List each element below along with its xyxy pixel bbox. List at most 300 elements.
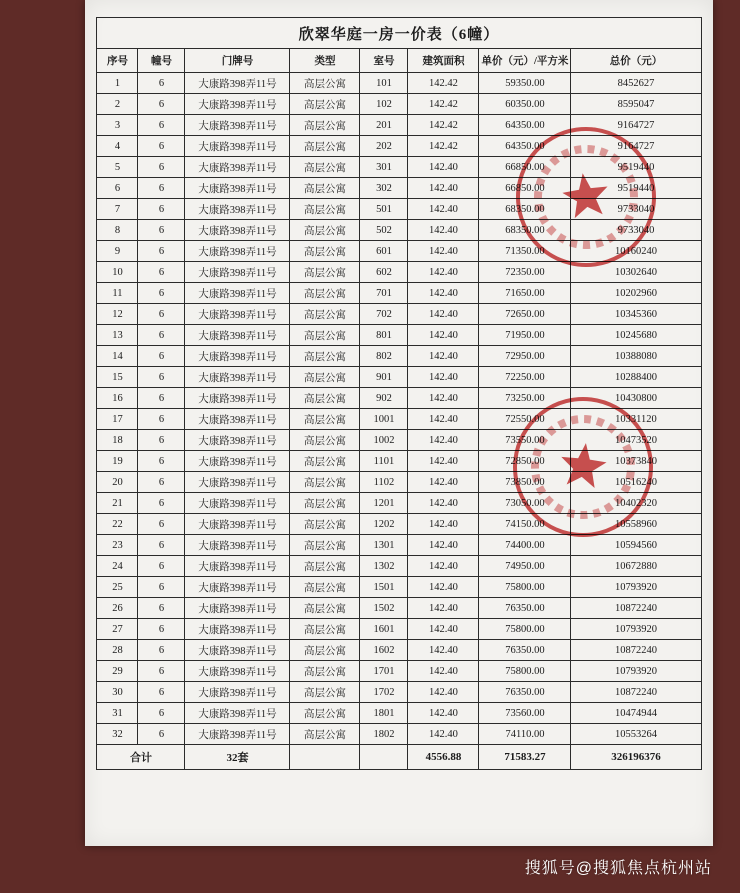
table-cell: 高层公寓 xyxy=(290,640,360,661)
table-cell: 142.40 xyxy=(408,514,479,535)
table-cell: 大康路398弄11号 xyxy=(185,493,290,514)
table-cell: 73850.00 xyxy=(479,472,571,493)
footer-units: 32套 xyxy=(185,745,290,770)
table-cell: 大康路398弄11号 xyxy=(185,409,290,430)
table-cell: 大康路398弄11号 xyxy=(185,220,290,241)
table-cell: 9519440 xyxy=(571,157,701,178)
table-cell: 142.40 xyxy=(408,724,479,745)
table-cell: 142.42 xyxy=(408,94,479,115)
table-cell: 大康路398弄11号 xyxy=(185,94,290,115)
table-cell: 大康路398弄11号 xyxy=(185,514,290,535)
table-cell: 142.40 xyxy=(408,577,479,598)
table-cell: 高层公寓 xyxy=(290,136,360,157)
table-row xyxy=(97,451,701,472)
table-cell: 19 xyxy=(97,451,138,472)
table-cell: 高层公寓 xyxy=(290,220,360,241)
table-cell: 22 xyxy=(97,514,138,535)
table-cell: 6 xyxy=(138,325,185,346)
table-cell: 602 xyxy=(360,262,408,283)
table-cell: 4 xyxy=(97,136,138,157)
table-row xyxy=(97,115,701,136)
table-cell: 10245680 xyxy=(571,325,701,346)
footer-label: 合计 xyxy=(97,745,185,770)
table-cell: 501 xyxy=(360,199,408,220)
table-cell: 大康路398弄11号 xyxy=(185,703,290,724)
table-cell: 大康路398弄11号 xyxy=(185,157,290,178)
table-cell: 6 xyxy=(138,451,185,472)
table-cell: 142.40 xyxy=(408,535,479,556)
table-cell: 73050.00 xyxy=(479,493,571,514)
table-cell: 大康路398弄11号 xyxy=(185,73,290,94)
table-row xyxy=(97,94,701,115)
table-cell: 142.40 xyxy=(408,430,479,451)
table-row xyxy=(97,640,701,661)
table-cell: 高层公寓 xyxy=(290,94,360,115)
table-cell: 高层公寓 xyxy=(290,178,360,199)
table-cell: 1 xyxy=(97,73,138,94)
table-cell: 502 xyxy=(360,220,408,241)
table-cell: 大康路398弄11号 xyxy=(185,598,290,619)
table-cell: 10516240 xyxy=(571,472,701,493)
table-cell: 高层公寓 xyxy=(290,304,360,325)
column-header: 类型 xyxy=(290,49,360,73)
table-cell: 6 xyxy=(138,661,185,682)
table-cell: 8 xyxy=(97,220,138,241)
column-header: 序号 xyxy=(97,49,138,73)
table-cell: 72950.00 xyxy=(479,346,571,367)
table-cell: 6 xyxy=(138,346,185,367)
table-cell: 6 xyxy=(138,577,185,598)
table-cell: 71650.00 xyxy=(479,283,571,304)
table-row xyxy=(97,388,701,409)
table-cell: 高层公寓 xyxy=(290,241,360,262)
table-cell: 6 xyxy=(138,682,185,703)
table-cell: 8452627 xyxy=(571,73,701,94)
table-cell: 高层公寓 xyxy=(290,682,360,703)
table-body xyxy=(97,73,701,745)
table-cell: 6 xyxy=(138,493,185,514)
table-row xyxy=(97,136,701,157)
table-row xyxy=(97,430,701,451)
table-cell: 202 xyxy=(360,136,408,157)
table-cell: 6 xyxy=(138,73,185,94)
table-cell: 75800.00 xyxy=(479,661,571,682)
table-cell: 1201 xyxy=(360,493,408,514)
table-row xyxy=(97,73,701,94)
table-cell: 142.40 xyxy=(408,493,479,514)
table-row xyxy=(97,724,701,745)
table-cell: 64350.00 xyxy=(479,136,571,157)
table-cell: 高层公寓 xyxy=(290,514,360,535)
table-cell: 32 xyxy=(97,724,138,745)
table-cell: 142.40 xyxy=(408,199,479,220)
table-cell: 6 xyxy=(138,388,185,409)
table-cell: 15 xyxy=(97,367,138,388)
table-cell: 902 xyxy=(360,388,408,409)
table-cell: 11 xyxy=(97,283,138,304)
table-cell: 3 xyxy=(97,115,138,136)
table-cell: 10872240 xyxy=(571,640,701,661)
table-cell: 大康路398弄11号 xyxy=(185,283,290,304)
table-cell: 25 xyxy=(97,577,138,598)
table-cell: 10 xyxy=(97,262,138,283)
price-table xyxy=(96,17,701,770)
table-cell: 6 xyxy=(138,157,185,178)
table-cell: 6 xyxy=(138,178,185,199)
table-cell: 73560.00 xyxy=(479,703,571,724)
table-cell: 701 xyxy=(360,283,408,304)
table-row xyxy=(97,220,701,241)
table-cell: 大康路398弄11号 xyxy=(185,577,290,598)
table-cell: 10558960 xyxy=(571,514,701,535)
table-cell: 1601 xyxy=(360,619,408,640)
table-row xyxy=(97,178,701,199)
table-cell: 26 xyxy=(97,598,138,619)
footer-total-area: 4556.88 xyxy=(408,745,479,770)
footer-empty-type xyxy=(290,745,360,770)
table-cell: 1202 xyxy=(360,514,408,535)
table-cell: 1802 xyxy=(360,724,408,745)
table-cell: 1302 xyxy=(360,556,408,577)
table-cell: 76350.00 xyxy=(479,640,571,661)
table-cell: 1701 xyxy=(360,661,408,682)
table-cell: 大康路398弄11号 xyxy=(185,325,290,346)
table-cell: 9164727 xyxy=(571,136,701,157)
table-cell: 142.40 xyxy=(408,661,479,682)
table-cell: 801 xyxy=(360,325,408,346)
table-cell: 高层公寓 xyxy=(290,724,360,745)
table-cell: 大康路398弄11号 xyxy=(185,619,290,640)
table-cell: 10202960 xyxy=(571,283,701,304)
table-cell: 高层公寓 xyxy=(290,661,360,682)
table-cell: 10345360 xyxy=(571,304,701,325)
table-cell: 75800.00 xyxy=(479,619,571,640)
table-row xyxy=(97,535,701,556)
table-cell: 74110.00 xyxy=(479,724,571,745)
table-cell: 大康路398弄11号 xyxy=(185,367,290,388)
document-title: 欣翠华庭一房一价表（6幢） xyxy=(97,18,701,49)
table-row xyxy=(97,598,701,619)
table-cell: 66850.00 xyxy=(479,157,571,178)
table-row xyxy=(97,157,701,178)
document-paper xyxy=(85,0,713,846)
table-cell: 142.40 xyxy=(408,451,479,472)
table-cell: 76350.00 xyxy=(479,598,571,619)
table-cell: 10160240 xyxy=(571,241,701,262)
table-cell: 6 xyxy=(138,472,185,493)
table-cell: 高层公寓 xyxy=(290,493,360,514)
table-cell: 72850.00 xyxy=(479,451,571,472)
table-cell: 高层公寓 xyxy=(290,115,360,136)
table-cell: 76350.00 xyxy=(479,682,571,703)
table-cell: 24 xyxy=(97,556,138,577)
table-cell: 6 xyxy=(138,241,185,262)
table-cell: 142.42 xyxy=(408,136,479,157)
table-cell: 142.42 xyxy=(408,73,479,94)
table-cell: 68350.00 xyxy=(479,199,571,220)
column-header: 总价（元） xyxy=(571,49,701,73)
table-cell: 20 xyxy=(97,472,138,493)
footer-total-price: 326196376 xyxy=(571,745,701,770)
table-cell: 75800.00 xyxy=(479,577,571,598)
table-cell: 101 xyxy=(360,73,408,94)
footer-avg-unit-price: 71583.27 xyxy=(479,745,571,770)
table-footer-row xyxy=(97,745,701,770)
table-cell: 大康路398弄11号 xyxy=(185,640,290,661)
table-cell: 6 xyxy=(138,724,185,745)
table-cell: 10331120 xyxy=(571,409,701,430)
table-cell: 6 xyxy=(138,619,185,640)
table-cell: 142.40 xyxy=(408,283,479,304)
footer-empty-room xyxy=(360,745,408,770)
table-cell: 10430800 xyxy=(571,388,701,409)
table-row xyxy=(97,661,701,682)
table-cell: 高层公寓 xyxy=(290,619,360,640)
table-cell: 1501 xyxy=(360,577,408,598)
table-cell: 高层公寓 xyxy=(290,556,360,577)
table-cell: 74150.00 xyxy=(479,514,571,535)
table-row xyxy=(97,472,701,493)
table-cell: 6 xyxy=(138,598,185,619)
table-cell: 6 xyxy=(138,220,185,241)
table-cell: 142.40 xyxy=(408,346,479,367)
table-cell: 高层公寓 xyxy=(290,430,360,451)
table-cell: 大康路398弄11号 xyxy=(185,388,290,409)
table-cell: 6 xyxy=(97,178,138,199)
table-cell: 302 xyxy=(360,178,408,199)
table-cell: 142.40 xyxy=(408,388,479,409)
table-row xyxy=(97,325,701,346)
column-header: 幢号 xyxy=(138,49,185,73)
table-cell: 高层公寓 xyxy=(290,598,360,619)
table-cell: 702 xyxy=(360,304,408,325)
table-row xyxy=(97,703,701,724)
table-cell: 高层公寓 xyxy=(290,472,360,493)
table-cell: 大康路398弄11号 xyxy=(185,724,290,745)
table-cell: 10872240 xyxy=(571,598,701,619)
table-cell: 142.40 xyxy=(408,682,479,703)
table-cell: 6 xyxy=(138,556,185,577)
table-cell: 6 xyxy=(138,262,185,283)
table-cell: 10793920 xyxy=(571,619,701,640)
table-cell: 201 xyxy=(360,115,408,136)
table-cell: 大康路398弄11号 xyxy=(185,199,290,220)
table-cell: 10402320 xyxy=(571,493,701,514)
table-cell: 1702 xyxy=(360,682,408,703)
table-cell: 60350.00 xyxy=(479,94,571,115)
table-cell: 大康路398弄11号 xyxy=(185,115,290,136)
table-cell: 142.40 xyxy=(408,640,479,661)
table-row xyxy=(97,619,701,640)
table-cell: 71350.00 xyxy=(479,241,571,262)
table-cell: 10474944 xyxy=(571,703,701,724)
table-cell: 72250.00 xyxy=(479,367,571,388)
table-cell: 27 xyxy=(97,619,138,640)
table-cell: 102 xyxy=(360,94,408,115)
table-cell: 6 xyxy=(138,409,185,430)
table-cell: 142.40 xyxy=(408,241,479,262)
table-cell: 2 xyxy=(97,94,138,115)
table-cell: 28 xyxy=(97,640,138,661)
table-cell: 10288400 xyxy=(571,367,701,388)
table-cell: 1101 xyxy=(360,451,408,472)
table-cell: 大康路398弄11号 xyxy=(185,682,290,703)
table-cell: 10793920 xyxy=(571,577,701,598)
table-cell: 10302640 xyxy=(571,262,701,283)
table-cell: 9519440 xyxy=(571,178,701,199)
table-cell: 1602 xyxy=(360,640,408,661)
table-row xyxy=(97,556,701,577)
table-cell: 9 xyxy=(97,241,138,262)
table-cell: 高层公寓 xyxy=(290,409,360,430)
table-cell: 7 xyxy=(97,199,138,220)
table-cell: 6 xyxy=(138,514,185,535)
table-cell: 大康路398弄11号 xyxy=(185,178,290,199)
table-cell: 6 xyxy=(138,283,185,304)
table-cell: 18 xyxy=(97,430,138,451)
table-cell: 1001 xyxy=(360,409,408,430)
table-cell: 9164727 xyxy=(571,115,701,136)
table-cell: 6 xyxy=(138,367,185,388)
table-cell: 17 xyxy=(97,409,138,430)
table-cell: 29 xyxy=(97,661,138,682)
table-cell: 10672880 xyxy=(571,556,701,577)
table-cell: 71950.00 xyxy=(479,325,571,346)
table-cell: 142.40 xyxy=(408,409,479,430)
table-header-row xyxy=(97,49,701,73)
table-cell: 1801 xyxy=(360,703,408,724)
table-cell: 142.40 xyxy=(408,220,479,241)
table-cell: 大康路398弄11号 xyxy=(185,136,290,157)
table-cell: 高层公寓 xyxy=(290,388,360,409)
table-cell: 6 xyxy=(138,94,185,115)
table-cell: 142.40 xyxy=(408,157,479,178)
table-cell: 大康路398弄11号 xyxy=(185,451,290,472)
table-cell: 142.40 xyxy=(408,367,479,388)
table-cell: 1502 xyxy=(360,598,408,619)
table-cell: 142.40 xyxy=(408,598,479,619)
table-row xyxy=(97,241,701,262)
table-cell: 高层公寓 xyxy=(290,535,360,556)
title-row xyxy=(97,18,701,49)
table-cell: 10388080 xyxy=(571,346,701,367)
table-cell: 6 xyxy=(138,703,185,724)
table-cell: 大康路398弄11号 xyxy=(185,556,290,577)
table-row xyxy=(97,346,701,367)
table-cell: 68350.00 xyxy=(479,220,571,241)
column-header: 室号 xyxy=(360,49,408,73)
table-cell: 高层公寓 xyxy=(290,577,360,598)
table-cell: 大康路398弄11号 xyxy=(185,661,290,682)
table-cell: 6 xyxy=(138,115,185,136)
table-cell: 5 xyxy=(97,157,138,178)
table-cell: 59350.00 xyxy=(479,73,571,94)
table-cell: 23 xyxy=(97,535,138,556)
table-cell: 大康路398弄11号 xyxy=(185,304,290,325)
table-cell: 21 xyxy=(97,493,138,514)
table-cell: 802 xyxy=(360,346,408,367)
table-cell: 301 xyxy=(360,157,408,178)
table-row xyxy=(97,493,701,514)
table-cell: 142.40 xyxy=(408,262,479,283)
table-cell: 1102 xyxy=(360,472,408,493)
table-cell: 9733040 xyxy=(571,199,701,220)
table-cell: 73250.00 xyxy=(479,388,571,409)
table-cell: 大康路398弄11号 xyxy=(185,241,290,262)
table-cell: 高层公寓 xyxy=(290,199,360,220)
table-cell: 31 xyxy=(97,703,138,724)
table-cell: 高层公寓 xyxy=(290,157,360,178)
table-cell: 高层公寓 xyxy=(290,703,360,724)
table-cell: 142.40 xyxy=(408,304,479,325)
table-row xyxy=(97,283,701,304)
table-cell: 高层公寓 xyxy=(290,73,360,94)
table-row xyxy=(97,262,701,283)
table-cell: 10473520 xyxy=(571,430,701,451)
table-cell: 高层公寓 xyxy=(290,451,360,472)
table-cell: 大康路398弄11号 xyxy=(185,346,290,367)
table-cell: 10373840 xyxy=(571,451,701,472)
table-cell: 66850.00 xyxy=(479,178,571,199)
table-cell: 64350.00 xyxy=(479,115,571,136)
column-header: 门牌号 xyxy=(185,49,290,73)
table-cell: 142.42 xyxy=(408,115,479,136)
table-cell: 142.40 xyxy=(408,556,479,577)
table-cell: 6 xyxy=(138,640,185,661)
table-cell: 142.40 xyxy=(408,178,479,199)
table-row xyxy=(97,514,701,535)
table-cell: 10553264 xyxy=(571,724,701,745)
table-row xyxy=(97,199,701,220)
table-cell: 6 xyxy=(138,304,185,325)
table-cell: 6 xyxy=(138,535,185,556)
table-cell: 12 xyxy=(97,304,138,325)
table-cell: 大康路398弄11号 xyxy=(185,430,290,451)
table-cell: 8595047 xyxy=(571,94,701,115)
table-cell: 74950.00 xyxy=(479,556,571,577)
table-cell: 高层公寓 xyxy=(290,283,360,304)
column-header: 单价（元）/平方米 xyxy=(479,49,571,73)
table-row xyxy=(97,577,701,598)
table-cell: 6 xyxy=(138,199,185,220)
table-cell: 601 xyxy=(360,241,408,262)
table-cell: 10872240 xyxy=(571,682,701,703)
table-cell: 72650.00 xyxy=(479,304,571,325)
table-cell: 9733040 xyxy=(571,220,701,241)
table-row xyxy=(97,304,701,325)
table-cell: 142.40 xyxy=(408,703,479,724)
watermark-text: 搜狐号@搜狐焦点杭州站 xyxy=(524,860,712,877)
table-row xyxy=(97,682,701,703)
table-cell: 大康路398弄11号 xyxy=(185,535,290,556)
table-cell: 高层公寓 xyxy=(290,262,360,283)
table-cell: 901 xyxy=(360,367,408,388)
table-cell: 14 xyxy=(97,346,138,367)
table-cell: 1301 xyxy=(360,535,408,556)
table-cell: 74400.00 xyxy=(479,535,571,556)
table-cell: 高层公寓 xyxy=(290,325,360,346)
table-cell: 10594560 xyxy=(571,535,701,556)
table-cell: 30 xyxy=(97,682,138,703)
table-cell: 1002 xyxy=(360,430,408,451)
column-header: 建筑面积 xyxy=(408,49,479,73)
table-cell: 142.40 xyxy=(408,472,479,493)
table-cell: 大康路398弄11号 xyxy=(185,472,290,493)
table-cell: 72550.00 xyxy=(479,409,571,430)
table-row xyxy=(97,409,701,430)
table-cell: 高层公寓 xyxy=(290,346,360,367)
table-cell: 72350.00 xyxy=(479,262,571,283)
